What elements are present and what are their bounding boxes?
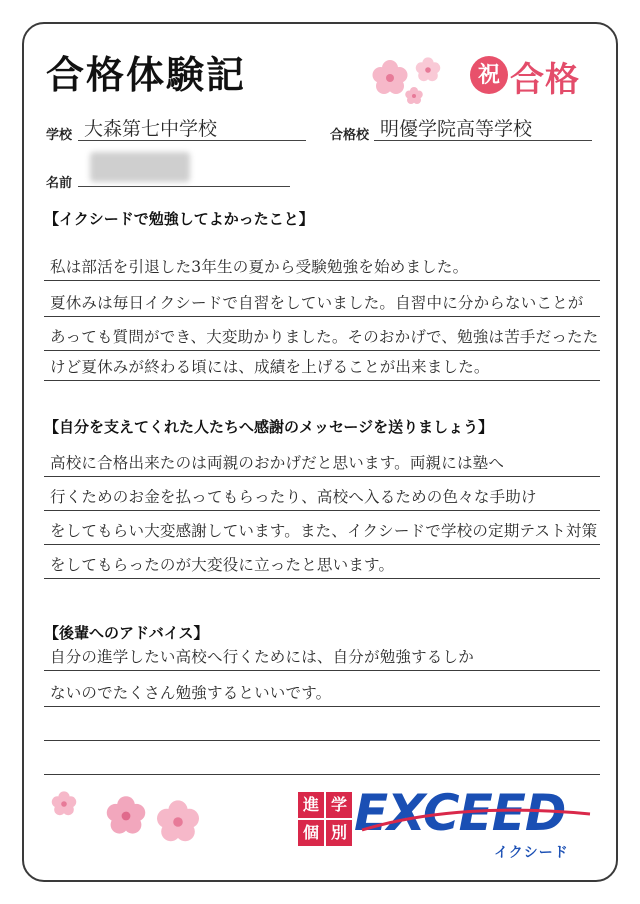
sakura-flower-icon [373, 60, 408, 94]
section-heading-good-points: 【イクシードで勉強してよかったこと】 [44, 210, 314, 228]
logo-swoosh-icon [358, 800, 598, 840]
writing-line [44, 514, 600, 545]
writing-line [44, 320, 600, 351]
writing-line [44, 286, 600, 317]
writing-line [44, 548, 600, 579]
school-value: 大森第七中学校 [84, 118, 218, 140]
sakura-flower-icon [107, 796, 146, 833]
exceed-logo-subtitle: イクシード [494, 845, 569, 861]
handwritten-text: 夏休みは毎日イクシードで自習をしていました。自習中に分からないことが [50, 294, 584, 312]
section-heading-advice: 【後輩へのアドバイス】 [44, 624, 209, 642]
iwai-badge-text: 祝 [477, 62, 500, 88]
passed-school-value: 明優学院高等学校 [380, 118, 533, 140]
sakura-top-decoration [370, 52, 470, 112]
writing-line [44, 640, 600, 671]
sakura-flower-icon [52, 791, 77, 815]
handwritten-text: けど夏休みが終わる頃には、成績を上げることが出来ました。 [50, 358, 490, 376]
goukaku-stamp: 合格 [510, 60, 580, 100]
writing-line [44, 250, 600, 281]
sakura-bottom-decoration [42, 782, 202, 854]
handwritten-text: をしてもらったのが大変役に立ったと思います。 [50, 556, 395, 574]
sakura-flower-icon [416, 57, 441, 81]
grade-char-box: 個 [298, 820, 324, 846]
grade-char-box: 別 [326, 820, 352, 846]
school-label: 学校 [46, 128, 73, 143]
writing-line [44, 676, 600, 707]
exceed-logo: EXCEED [354, 784, 566, 842]
section-heading-thanks: 【自分を支えてくれた人たちへ感謝のメッセージを送りましょう】 [44, 418, 494, 436]
sakura-flower-icon [405, 87, 423, 104]
writing-line [44, 710, 600, 741]
writing-line [44, 744, 600, 775]
handwritten-text: あっても質問ができ、大変助かりました。そのおかげで、勉強は苦手だったた [50, 328, 599, 346]
handwritten-text: ないのでたくさん勉強するといいです。 [50, 684, 332, 702]
handwritten-text: 行くためのお金を払ってもらったり、高校へ入るための色々な手助け [50, 488, 537, 506]
grade-char-box: 進 [298, 792, 324, 818]
writing-line [44, 446, 600, 477]
handwritten-text: 私は部活を引退した3年生の夏から受験勉強を始めました。 [50, 258, 469, 276]
writing-line [44, 350, 600, 381]
handwritten-text: をしてもらい大変感謝しています。また、イクシードで学校の定期テスト対策 [50, 522, 598, 540]
handwritten-text: 高校に合格出来たのは両親のおかげだと思います。両親には塾へ [50, 454, 505, 472]
name-redacted-blur [90, 152, 190, 182]
handwritten-text: 自分の進学したい高校へ行くためには、自分が勉強するしか [50, 648, 474, 666]
sakura-flower-icon [157, 800, 199, 841]
passed-school-label: 合格校 [330, 128, 370, 143]
grade-char-box: 学 [326, 792, 352, 818]
name-label: 名前 [46, 176, 73, 191]
writing-line [44, 480, 600, 511]
page-title: 合格体験記 [46, 53, 247, 97]
